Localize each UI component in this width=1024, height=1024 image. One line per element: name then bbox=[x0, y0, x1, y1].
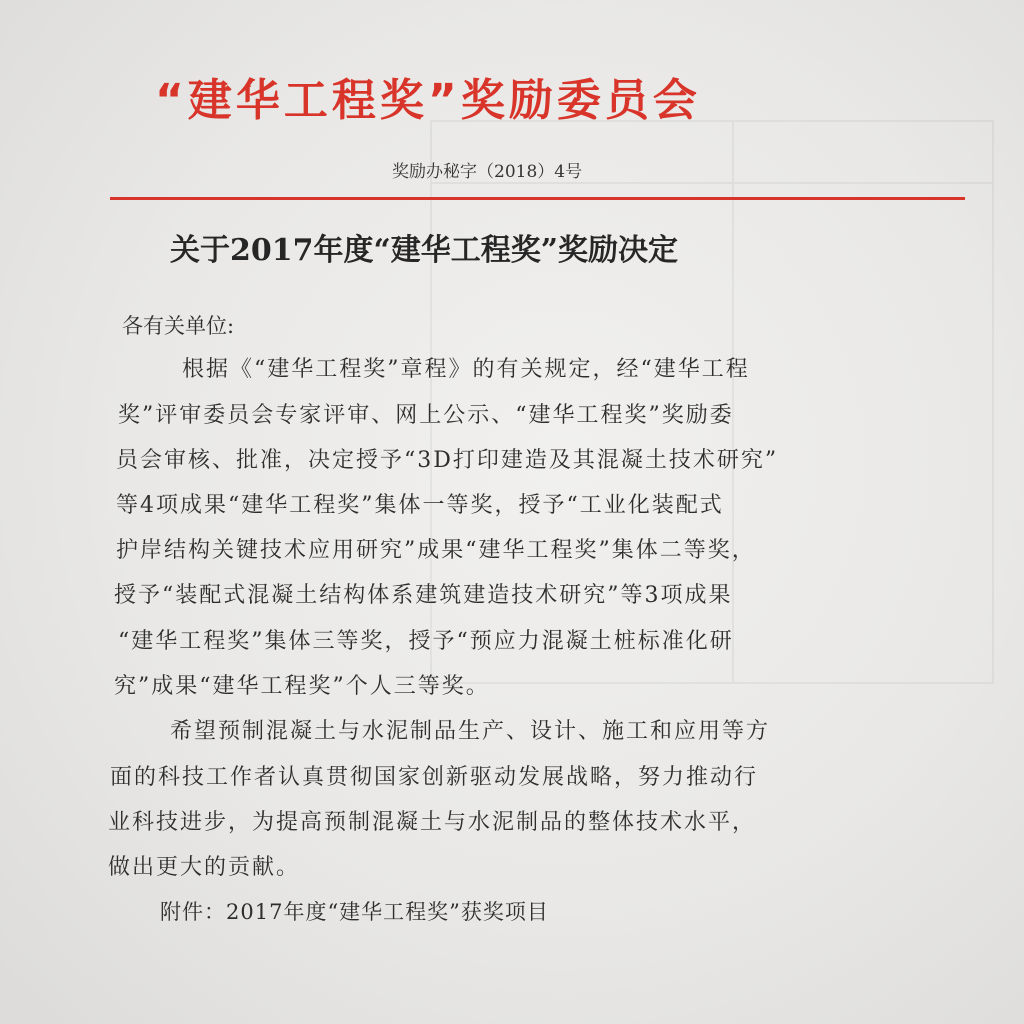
paragraph-line: 员会审核、批准，决定授予“3D打印建造及其混凝土技术研究” bbox=[116, 448, 779, 473]
paragraph-line: “建华工程奖”集体三等奖，授予“预应力混凝土桩标准化研 bbox=[118, 629, 734, 654]
salutation: 各有关单位: bbox=[122, 314, 235, 338]
paragraph-line: 面的科技工作者认真贯彻国家创新驱动发展战略，努力推动行 bbox=[110, 765, 759, 790]
attachment-note: 附件：2017年度“建华工程奖”获奖项目 bbox=[160, 900, 549, 924]
paragraph-line: 护岸结构关键技术应用研究”成果“建华工程奖”集体二等奖， bbox=[116, 538, 756, 563]
paragraph-line: 等4项成果“建华工程奖”集体一等奖，授予“工业化装配式 bbox=[116, 493, 724, 518]
paragraph-line: 奖”评审委员会专家评审、网上公示、“建华工程奖”奖励委 bbox=[118, 403, 734, 428]
paragraph-line: 根据《“建华工程奖”章程》的有关规定，经“建华工程 bbox=[182, 357, 750, 382]
paragraph-line: 究”成果“建华工程奖”个人三等奖。 bbox=[114, 674, 490, 699]
issuing-organization-header: “建华工程奖”奖励委员会 bbox=[155, 75, 701, 126]
document-title: 关于2017年度“建华工程奖”奖励决定 bbox=[170, 233, 679, 268]
paragraph-line: 希望预制混凝土与水泥制品生产、设计、施工和应用等方 bbox=[170, 719, 771, 744]
paragraph-line: 做出更大的贡献。 bbox=[108, 855, 301, 880]
paragraph-line: 业科技进步，为提高预制混凝土与水泥制品的整体技术水平， bbox=[108, 810, 757, 835]
document-number: 奖励办秘字（2018）4号 bbox=[392, 162, 583, 182]
red-divider-line bbox=[110, 197, 965, 200]
paragraph-line: 授予“装配式混凝土结构体系建筑建造技术研究”等3项成果 bbox=[114, 583, 733, 608]
